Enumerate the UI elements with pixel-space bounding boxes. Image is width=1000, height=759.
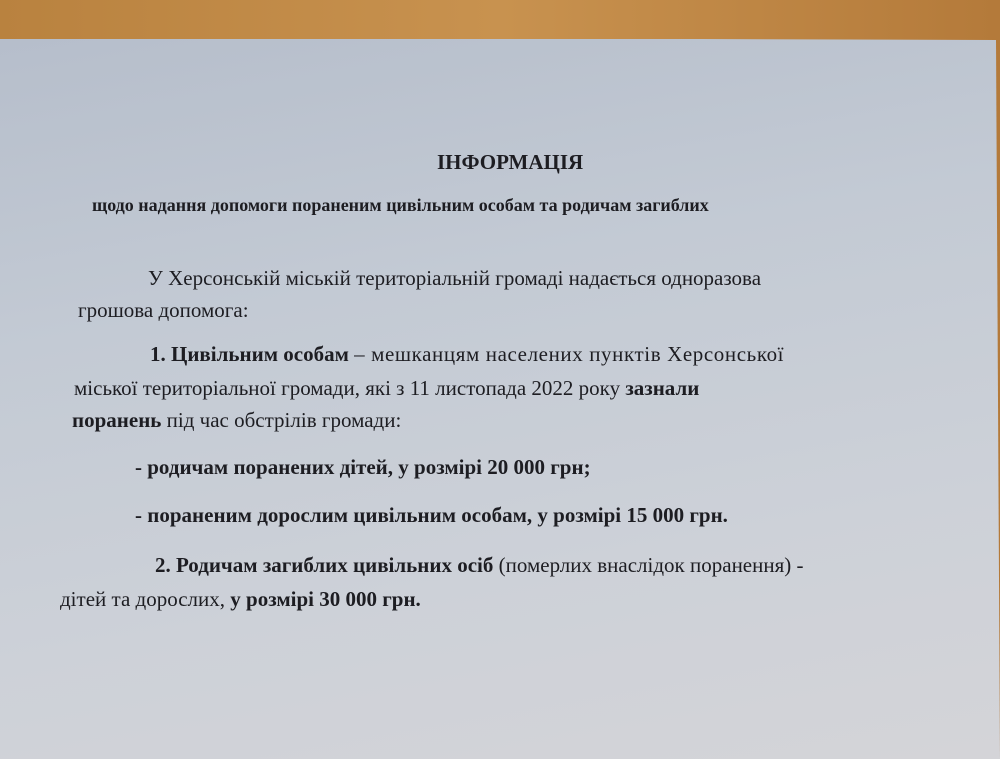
list-item-children: - родичам поранених дітей, у розмірі 20 000 грн; — [135, 455, 591, 479]
paragraph-2-text: (померлих внаслідок поранення) - — [498, 553, 804, 577]
paragraph-1-line-3 — [72, 408, 401, 433]
paragraph-2-line-2-text: дітей та дорослих, — [60, 587, 226, 611]
paragraph-2-line-1 — [155, 553, 804, 578]
paragraph-1-line-3-text: під час обстрілів громади: — [166, 408, 402, 432]
document-title: ІНФОРМАЦІЯ — [437, 150, 584, 174]
intro-line-1: У Херсонській міській територіальній громаді надається одноразова — [148, 266, 762, 290]
paragraph-2-line-2 — [60, 587, 421, 612]
paragraph-1-line-2-text: міської територіальної громади, які з 11 листопада 2022 року — [74, 376, 621, 400]
paragraph-1-line-3-bold: поранень — [72, 408, 162, 432]
intro-line-2: грошова допомога: — [78, 298, 249, 322]
paragraph-1-line-2-bold: зазнали — [625, 376, 700, 400]
document-subtitle: щодо надання допомоги пораненим цивільним особам та родичам загиблих — [92, 195, 709, 215]
paragraph-2-line-2-bold: у розмірі 30 000 грн. — [230, 587, 421, 611]
paragraph-2-heading: 2. Родичам загиблих цивільних осіб — [155, 553, 494, 577]
list-item-adults: - пораненим дорослим цивільним особам, у розмірі 15 000 грн. — [135, 503, 728, 527]
paragraph-1-text: – мешканцям населених пунктів Херсонської — [354, 342, 785, 366]
paragraph-1-line-1 — [150, 342, 784, 367]
paragraph-1-line-2 — [74, 376, 699, 401]
paragraph-1-heading: 1. Цивільним особам — [150, 342, 349, 366]
